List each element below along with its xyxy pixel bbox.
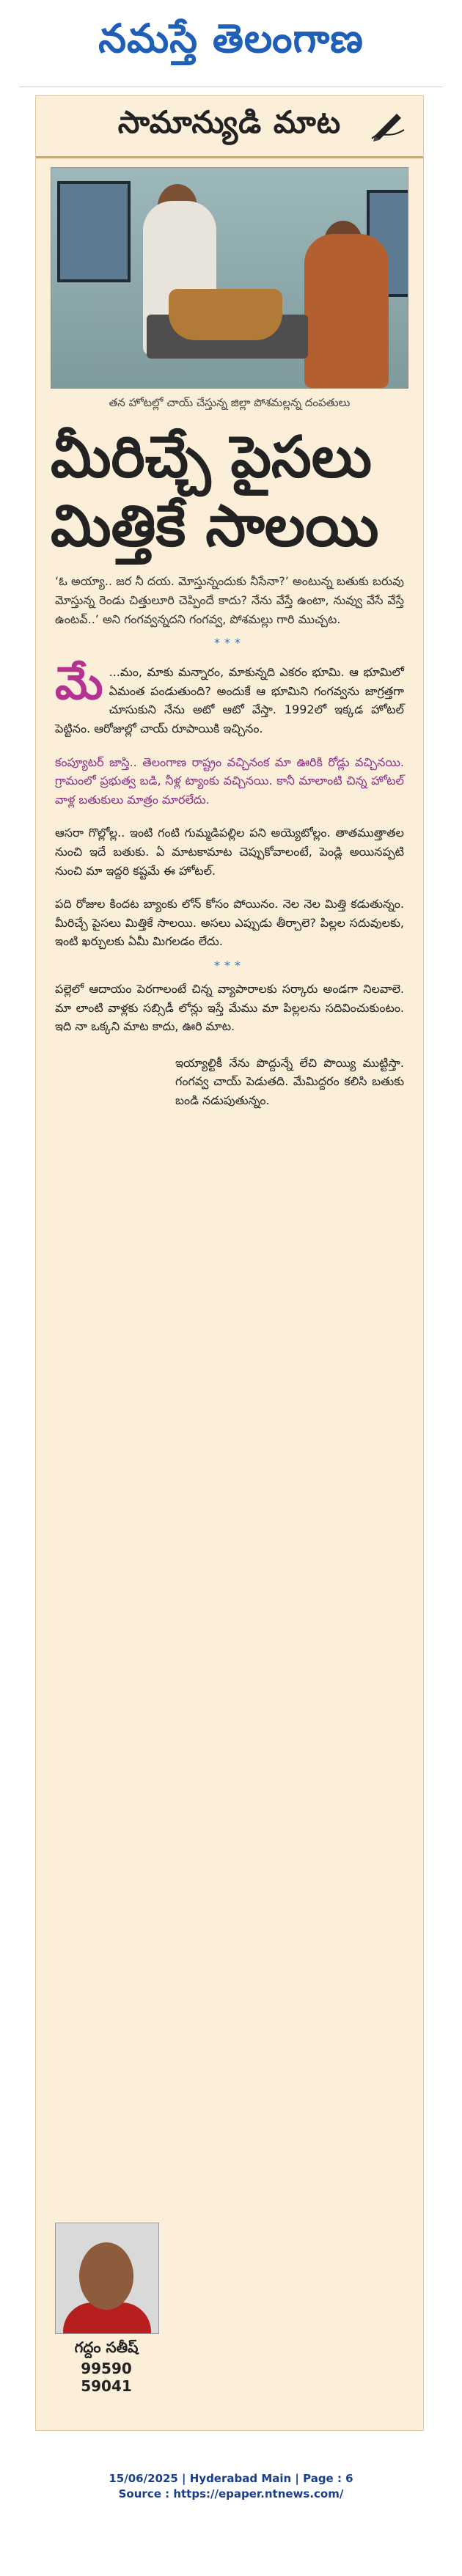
column-head [36,96,423,158]
quote-paragraph: ‘ఓ అయ్యా.. జర నీ దయ. మోస్తున్నందుకు నీసేనా?’ అంటున్న బతుకు బరువు మోస్తున్న రెండు చిత్తులూరి చెప్పిందే కాదు? నేను వేస్తే ఉంటా, నువ్వు వేసే వేస్తే ఉంటవ్..’ అని గంగవ్వన్నదని గంగవ్వ, పోశమల్లు గారి ముచ్చట. [55,574,404,626]
column-title: సామాన్యుడి మాట [117,104,342,140]
headline-line2: మిత్తికే సాలయి [51,493,379,560]
footer [0,2471,462,2502]
body-paragraph-1: ఆసరా గొల్లోల్ల.. ఇంటి గంటి గుమ్మడిపల్లిల పని అయ్యెటోల్లం. తాతముత్తాతల నుంచి ఇదే బతుకు. ఏ మాటకామాట చెప్పుకోవాలంటే, పెండ్లి అయినప్పటి నుంచి మా ఇద్దరి కష్టమే ఈ హోటల్. [55,826,404,878]
highlight-paragraph: కంప్యూటర్ జాస్తి.. తెలంగాణ రాష్ట్రం వచ్చినంక మా ఊరికి రోడ్లు వచ్చినయి. గ్రామంలో ప్రభుత్వ బడి, నీళ్ల ట్యాంకు వచ్చినయి. కానీ మాలాంటి చిన్న హోటల్ వాళ్ల బతుకులు మాత్రం మారలేదు. [55,755,404,807]
footer-line-2: Source : https://epaper.ntnews.com/ [118,2487,344,2500]
body-paragraph-2: పది రోజుల కిందట బ్యాంకు లోన్ కోసం పోయినం. నెల నెల మిత్తి కడుతున్నం. మీరిచ్చే పైసలు మిత్తికే సాలయి. అసలు ఎప్పుడు తీర్చాలె? పిల్లల సదువులకు, ఇంటి ఖర్చులకు ఏమీ మిగలడం లేదు. [55,897,404,949]
dropcap: మే [55,656,103,711]
intro-paragraph [55,656,404,738]
pen-icon [369,108,407,143]
separator-1: *** [214,636,245,650]
author-block [55,2223,158,2395]
intro-text: ...మం, మాకు మన్నారం, మాకున్నది ఎకరం భూమి. ఆ భూమిలో ఏమంత పండుతుంది? అందుకే ఆ భూమిని గంగవ్వను జాగ్రత్తగా చూసుకుని నేను అటో ఆటో వేస్తా. 1992లో ఇక్కడ హోటల్ పెట్టినం. ఆరోజుల్లో చాయ్ రూపాయికి ఇచ్చినం. [55,665,404,736]
author-phone: 99590 59041 [81,2360,132,2395]
headline-line1: మీరిచ్చే పైసలు [51,425,372,491]
separator-2: *** [214,958,245,972]
body-paragraph-3: పల్లెలో ఆదాయం పెరగాలంటే చిన్న వ్యాపారాలకు సర్కారు అండగా నిలవాలె. మా లాంటి వాళ్లకు సబ్సిడీ లోన్లు ఇస్తే మేము మా పిల్లలను సదివించుకుంటం. ఇది నా ఒక్కని మాట కాదు, ఊరి మాట. [55,981,404,1034]
article-photo [51,167,408,389]
article-card [35,95,424,2431]
author-photo [55,2223,159,2334]
masthead-title: నమస్తే తెలంగాణ [98,15,364,62]
photo-caption: తన హోటల్లో చాయ్ చేస్తున్న జిల్లా పోశమల్లన్న దంపతులు [109,396,351,409]
masthead [0,0,462,87]
closing-paragraph: ఇయ్యాల్టికీ నేను పొద్దున్నే లేచి పొయ్యి ముట్టిస్తా. గంగవ్వ చాయ్ పెడుతది. మేమిద్దరం కలిసి బతుకు బండి నడుపుతున్నం. [175,1055,404,1107]
author-name: గద్దం సతీష్ [74,2338,139,2356]
footer-line-1: 15/06/2025 | Hyderabad Main | Page : 6 [109,2472,353,2485]
